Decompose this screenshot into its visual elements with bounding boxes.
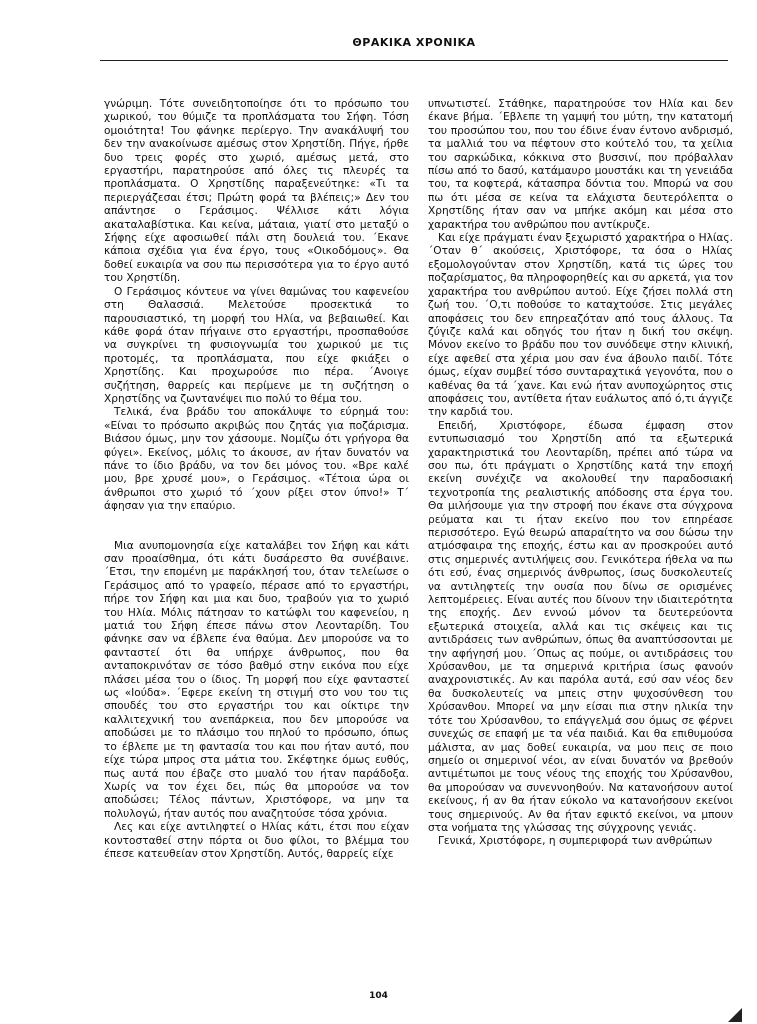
paragraph: γνώριμη. Τότε συνειδητοποίησε ότι το πρόσωπο του χωρικού, του θύμιζε τα προπλάσματα του Σήφη. Τόση ομοιότητα! Του φάνηκε περίεργο. Την ανακάλυψή του δεν την ανακοίνωσε αμέσως στον Χρηστίδη. Πήγε, ήρθε δυο τρεις φορές στο χωριό, αμέσως μετά, στο εργαστήρι, παρατηρούσε από όλες τις πλευρές τα προπλάσματα. Ο Χρηστίδης παραξενεύτηκε: «Τι τα περιεργάζεσαι έτσι; Πρώτη φορά τα βλέπεις;» Δεν του απάντησε ο Γεράσιμος. Ψέλλισε κάτι λόγια ακαταλαβίστικα. Και κείνα, μάταια, γιατί στο μεταξύ ο Σήφης είχε αφοσιωθεί πάλι στη δουλειά του. ΄Εκανε κάποια σχέδια για ένα έργο, τους «Οικοδόμους». Θα δοθεί ευκαιρία να σου πω περισσότερα για το έργο αυτό του Χρηστίδη. <box>104 98 409 285</box>
page-number: 104 <box>369 991 388 1001</box>
section-break <box>104 514 409 540</box>
paragraph: υπνωτιστεί. Στάθηκε, παρατηρούσε τον Ηλία και δεν έκανε βήμα. ΄Εβλεπε τη γαμψή του μύτη, την κατατομή του προσώπου του, που του έδινε έναν έντονο ανδρισμό, τα μαλλιά του να πέφτουν στο κούτελό του, τα χείλια του σαρκώδικα, κόκκινα στο βυσσινί, που πρόβαλλαν πίσω από το δασύ, κατάμαυρο μουστάκι και τη γενειάδα του, τα κοφτερά, κάτασπρα δόντια του. Μπορώ να σου πω ότι μέσα σε κείνα τα ελάχιστα δευτερόλεπτα ο Χρηστίδης ήταν σαν να μπήκε ακόμη και μέσα στο χαρακτήρα του ανθρώπου που αντίκρυζε. <box>428 98 733 231</box>
running-header: ΘΡΑΚΙΚΑ ΧΡΟΝΙΚΑ <box>352 36 476 49</box>
paragraph: Λες και είχε αντιληφτεί ο Ηλίας κάτι, έτσι που είχαν κοντοσταθεί στην πόρτα οι δυο φίλοι, το βλέμμα του έπεσε κατευθείαν στον Χρηστίδη. Αυτός, θαρρείς είχε <box>104 821 409 860</box>
scan-corner-mark <box>728 1008 742 1022</box>
paragraph: Και είχε πράγματι έναν ξεχωριστό χαρακτήρα ο Ηλίας. ΄Οταν θ΄ ακούσεις, Χριστόφορε, τα όσα ο Ηλίας εξομολογούνταν στον Χρηστίδη, κατά τις ώρες του ποζαρίσματος, θα πληροφορηθείς και συ αρκετά, για τον χαρακτήρα του ανθρώπου αυτού. Είχε ζήσει πολλά στη ζωή του. ΄Ο,τι ποθούσε το καταχτούσε. Στις μεγάλες αποφάσεις του δεν επηρεαζόταν από τους άλλους. Τα ζύγιζε καλά και οδηγός του ήταν η δική του σκέψη. Μόνον εκείνο το βράδυ που τον συνόδεψε στην κλινική, είχε αφεθεί στα χέρια μου σαν ένα άβουλο παιδί. Τότε όμως, είχαν συμβεί τόσο συνταραχτικά γεγονότα, που ο καθένας θα τά ΄χανε. Και ενώ ήταν ανυποχώρητος στις αποφάσεις του, αντίθετα ήταν ευάλωτος από ό,τι άγγιζε την καρδιά του. <box>428 232 733 419</box>
right-column <box>428 98 733 849</box>
paragraph: Επειδή, Χριστόφορε, έδωσα έμφαση στον εντυπωσιασμό του Χρηστίδη από τα εξωτερικά χαρακτηριστικά του Λεονταρίδη, πρέπει από τώρα να σου πω, ότι πράγματι ο Χρηστίδης κατά την εποχή εκείνη συνέχιζε να ακολουθεί την παραδοσιακή τεχνοτροπία της ρεαλιστικής απόδοσης στα έργα του. Θα μιλήσουμε για την στροφή που έκανε στα σύγχρονα ρεύματα και τι ήταν εκείνο που τον επηρέασε περισσότερο. Εγώ θεωρώ απαραίτητο να σου δώσω την ατμόσφαιρα της εποχής, έστω και αν προσκρούει αυτό στις σημερινές αντιλήψεις σου. Γενικότερα ήθελα να πω ότι εσύ, ένας σημερινός άνθρωπος, ίσως δυσκολευτείς να αντιληφτείς την ουσία που δίνω σε ορισμένες λεπτομέρειες. Είναι αυτές που δίνουν την ιδιαιτερότητα της εποχής. Δεν εννοώ μόνον τα δευτερεύοντα εξωτερικά στοιχεία, αλλά και τις σκέψεις και τις αντιδράσεις των ανθρώπων, όπως θα αναπτύσσονται με την αφήγησή μου. ΄Οπως ας πούμε, οι αντιδράσεις του Χρύσανθου, με τα σημερινά κριτήρια ίσως φανούν αναχρονιστικές. Αν και παρόλα αυτά, εσύ σαν νέος δεν θα δυσκολευτείς να μπεις στην ψυχοσύνθεση του Χρύσανθου. Μπορεί να μην είσαι πια στην ηλικία την τότε του Χρύσανθου, το επάγγελμά σου όμως σε φέρνει συνεχώς σε επαφή με τα νέα παιδιά. Και θα επιθυμούσα μάλιστα, αν μας δοθεί ευκαιρία, να μου πεις σε ποιο σημείο οι σημερινοί νέοι, αν είναι δυνατόν να βρεθούν αντιμέτωποι με τους νέους της εποχής του Χρύσανθου, θα μπορούσαν να συνεννοηθούν. Να κατανοήσουν αυτοί εκείνους, ή αν θα ήταν εύκολο να κατανοήσουν εκείνοι τους σημερινούς. Αν θα ήταν εφικτό εκείνοι, να μπουν στα νοήματα της γλώσσας της σύγχρονης γενιάς. <box>428 419 733 834</box>
left-column <box>104 98 409 861</box>
paragraph: Τελικά, ένα βράδυ του αποκάλυψε το εύρημά του: «Είναι το πρόσωπο ακριβώς που ζητάς για ποζάρισμα. Βιάσου όμως, μην τον χάσουμε. Νομίζω ότι γρήγορα θα φύγει». Εκείνος, μόλις το άκουσε, αν ήταν δυνατόν να πάνε το ίδιο βράδυ, να τον δει μόνος του. «Βρε καλέ μου, βρε χρυσέ μου», ο Γεράσιμος. «Τέτοια ώρα οι άνθρωποι στο χωριό τό ΄χουν ρίξει στον ύπνο!» Τ΄ άφησαν για την επαύριο. <box>104 406 409 513</box>
header-rule <box>100 60 728 61</box>
paragraph: Γενικά, Χριστόφορε, η συμπεριφορά των ανθρώπων <box>438 835 713 848</box>
paragraph: Μια ανυπομονησία είχε καταλάβει τον Σήφη και κάτι σαν προαίσθημα, ότι κάτι δυσάρεστο θα συνέβαινε. ΄Ετσι, την επομένη με παράκλησή του, όταν τελείωσε ο Γεράσιμος από το γραφείο, πέρασε από το εργαστήρι, πήρε τον Σήφη και μια και δυο, τραβούν για το χωριό του Ηλία. Μόλις πάτησαν το κατώφλι του καφενείου, η ματιά του Σήφη έπεσε πάνω στον Λεονταρίδη. Του φάνηκε σαν να έβλεπε ένα θαύμα. Δεν μπορούσε να το φανταστεί ότι θα υπήρχε άνθρωπος, που θα ανταποκρινόταν σε τόσο βαθμό στην εικόνα που είχε πλάσει μέσα του ο ίδιος. Τη μορφή που είχε φανταστεί ως «Ιούδα». ΄Εφερε εκείνη τη στιγμή στο νου του τις σπουδές του στο εργαστήρι του και οίκτιρε την καλλιτεχνική του ανεπάρκεια, που δεν μπορούσε να αποδώσει με το πλάσιμο του πηλού το πρόσωπο, όπως το έβλεπε με τη φαντασία του και που ήταν αυτό, που είχε τώρα μπρος στα μάτια του. Σκέφτηκε όμως ευθύς, πως αυτά που έβαζε στο μυαλό του ήταν παράδοξα. Χωρίς να τον έχει δει, πώς θα μπορούσε να τον αποδώσει; Τέλος πάντων, Χριστόφορε, να μην τα πολυλογώ, ήταν αυτός που αναζητούσε τόσα χρόνια. <box>104 539 409 820</box>
paragraph: Ο Γεράσιμος κόντευε να γίνει θαμώνας του καφενείου στη Θαλασσιά. Μελετούσε προσεκτικά το παρουσιαστικό, τη μορφή του Ηλία, να βεβαιωθεί. Και κάθε φορά όταν πήγαινε στο εργαστήρι, προσπαθούσε να συγκρίνει τη φυσιογνωμία του χωρικού με τις προτομές, τα προπλάσματα, που είχε φκιάξει ο Χρηστίδης. Και προχωρούσε πιο πέρα. ΄Ανοιγε συζήτηση, θαρρείς και περίμενε με τη συζήτηση ο Χρηστίδης να ζωντανέψει πιο πολύ το θέμα του. <box>104 285 409 405</box>
